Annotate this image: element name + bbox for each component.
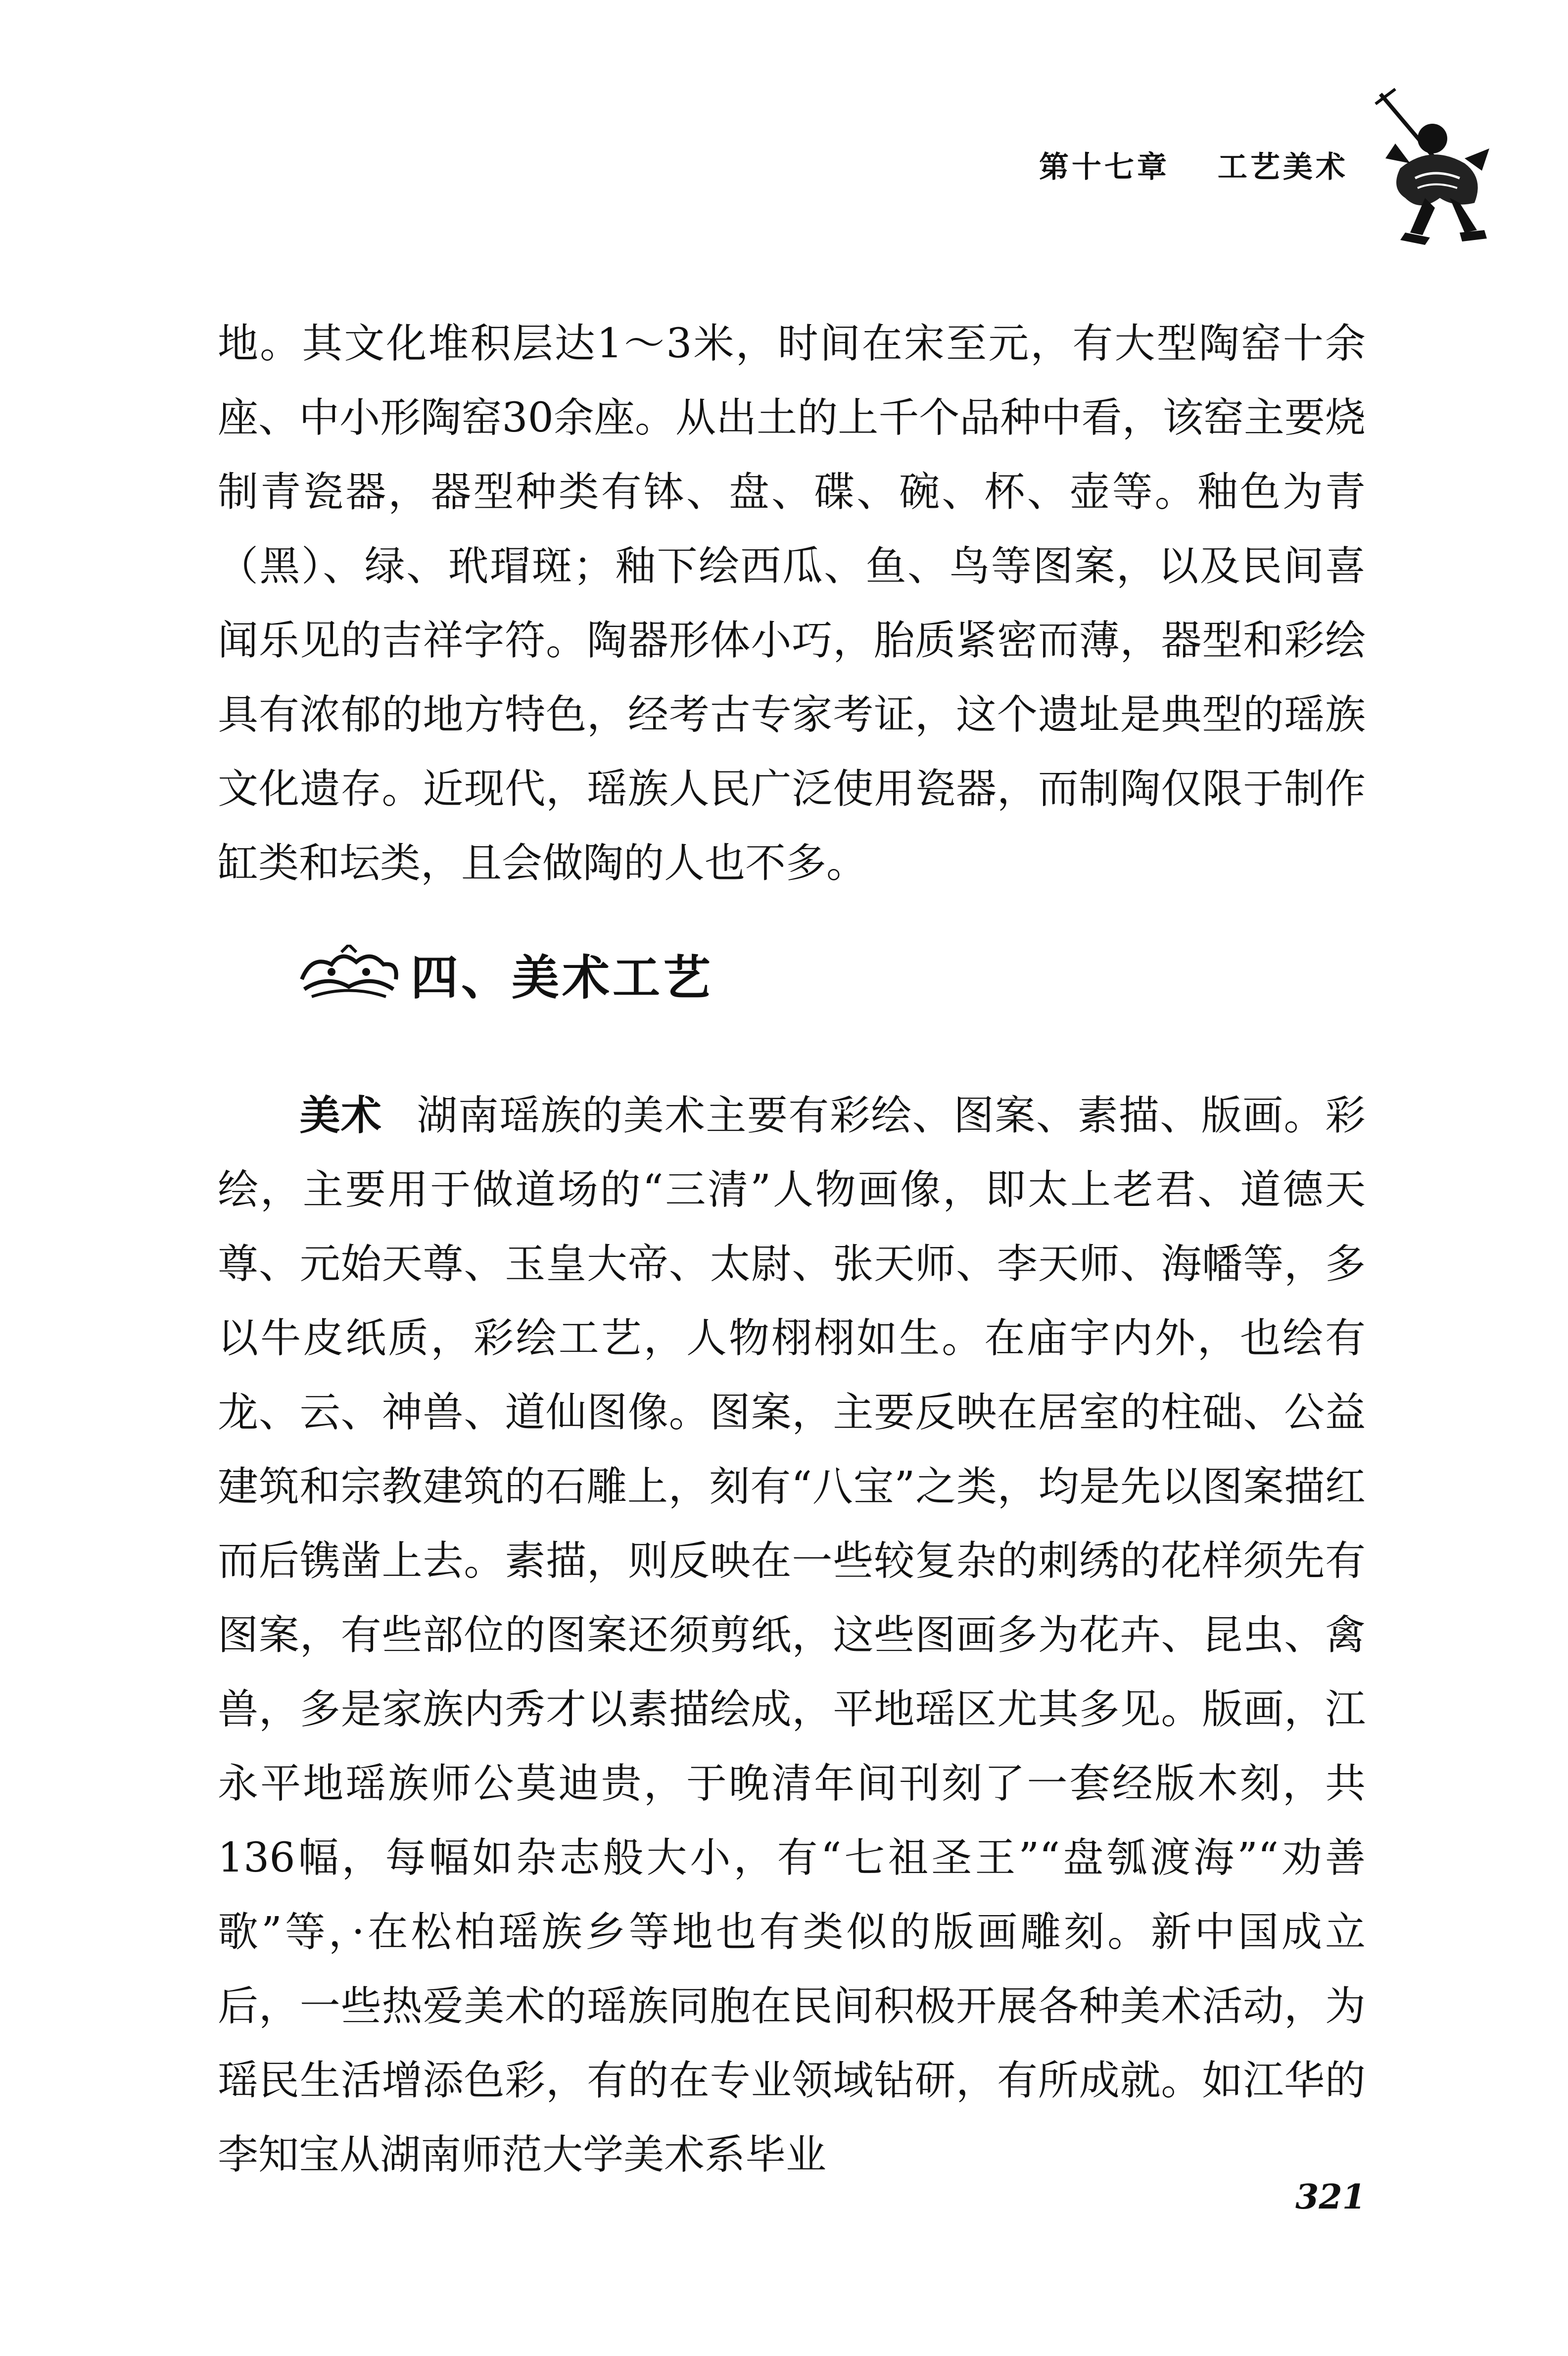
page-number: 321 <box>1295 2177 1366 2217</box>
section-heading-text: 四、美术工艺 <box>411 950 713 1006</box>
chapter-label: 第十七章 <box>1039 150 1170 185</box>
paragraph-1: 地。其文化堆积层达1～3米，时间在宋至元，有大型陶窑十余座、中小形陶窑30余座。从出土的上千个品种中看，该窑主要烧制青瓷器，器型种类有钵、盘、碟、碗、杯、壶等。釉色为青（黑）、绿、玳瑁斑；釉下绘西瓜、鱼、鸟等图案，以及民间喜闻乐见的吉祥字符。陶器形体小巧，胎质紧密而薄，器型和彩绘具有浓郁的地方特色，经考古专家考证，这个遗址是典型的瑶族文化遗存。近现代，瑶族人民广泛使用瓷器，而制陶仅限于制作缸类和坛类，且会做陶的人也不多。 <box>218 320 1366 887</box>
paragraph-2-text: 湖南瑶族的美术主要有彩绘、图案、素描、版画。彩绘，主要用于做道场的“三清”人物画像，即太上老君、道德天尊、元始天尊、玉皇大帝、太尉、张天师、李天师、海幡等，多以牛皮纸质，彩绘工艺，人物栩栩如生。在庙宇内外，也绘有龙、云、神兽、道仙图像。图案，主要反映在居室的柱础、公益建筑和宗教建筑的石雕上，刻有“八宝”之类，均是先以图案描红而后镌凿上去。素描，则反映在一些较复杂的刺绣的花样须先有图案，有些部位的图案还须剪纸，这些图画多为花卉、昆虫、禽兽，多是家族内秀才以素描绘成，平地瑶区尤其多见。版画，江永平地瑶族师公莫迪贵，于晚清年间刊刻了一套经版木刻，共136幅，每幅如杂志般大小，有“七祖圣王”“盘瓠渡海”“劝善歌”等，·在松柏瑶族乡等地也有类似的版画雕刻。新中国成立后，一些热爱美术的瑶族同胞在民间积极开展各种美术活动，为瑶民生活增添色彩，有的在专业领域钻研，有所成就。如江华的李知宝从湖南师范大学美术系毕业 <box>218 1092 1366 2178</box>
running-header <box>1039 144 1356 186</box>
section-heading <box>297 940 713 1008</box>
dragon-ornament-icon <box>297 945 401 1004</box>
paragraph-lead-term: 美术 <box>299 1092 382 1139</box>
paragraph-2 <box>218 1079 1366 2192</box>
chapter-title: 工艺美术 <box>1217 150 1348 185</box>
warrior-emblem-icon <box>1366 84 1494 247</box>
